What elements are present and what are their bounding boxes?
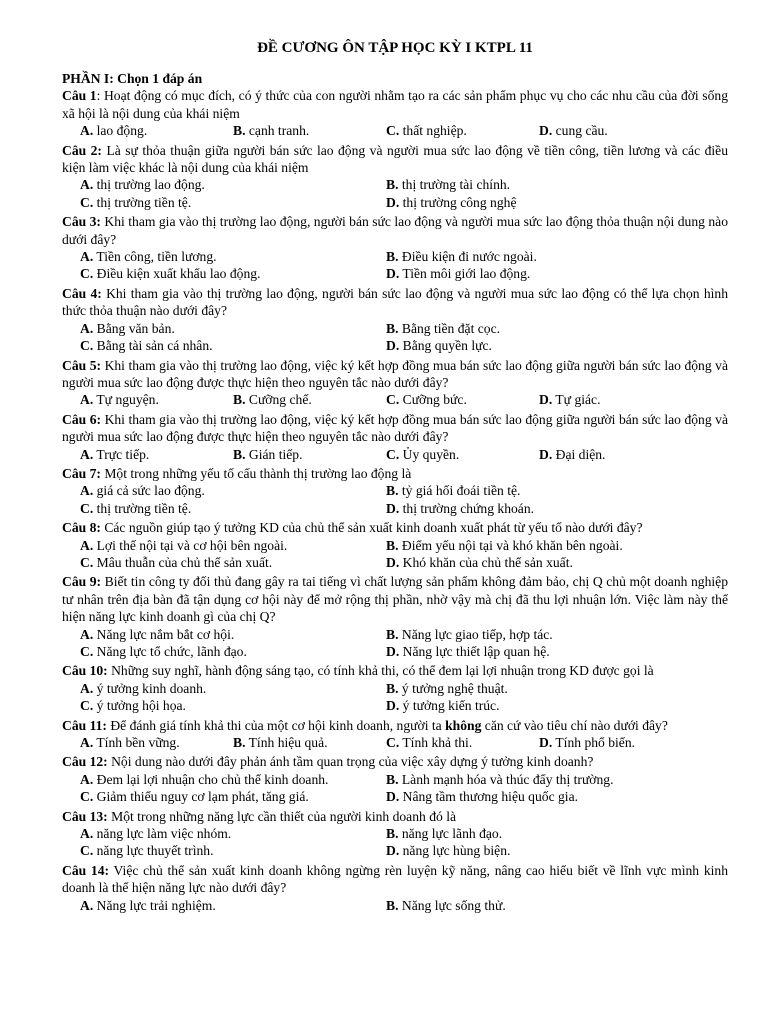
option-letter: B. — [386, 249, 399, 265]
question-number: Câu 1 — [62, 88, 97, 104]
option-text: Tự giác. — [555, 392, 601, 408]
option-letter: D. — [386, 500, 400, 516]
question-number: Câu 7: — [62, 465, 101, 481]
option-text: ý tưởng hội họa. — [96, 698, 186, 714]
answer-option — [386, 734, 539, 751]
option-text: năng lực lãnh đạo. — [401, 826, 503, 842]
answer-option — [386, 788, 692, 805]
question-text: Khi tham gia vào thị trường lao động, việc ký kết hợp đồng mua bán sức lao động giữa người bán sức lao động và người mua sức lao động được thực hiện theo nguyên tắc nào dưới đây? — [62, 357, 729, 390]
option-letter: A. — [80, 735, 94, 751]
option-text: Đem lại lợi nhuận cho chủ thể kinh doanh. — [96, 771, 329, 787]
option-letter: A. — [80, 483, 94, 499]
question-block — [62, 519, 728, 571]
question-block — [62, 465, 728, 517]
option-text: Tính bền vững. — [96, 735, 180, 751]
answer-options — [62, 176, 728, 211]
option-letter: B. — [386, 483, 399, 499]
option-text: thị trường lao động. — [96, 177, 205, 193]
option-text: Bằng quyền lực. — [402, 338, 492, 354]
answer-options — [62, 482, 728, 517]
option-text: Năng lực thiết lập quan hệ. — [402, 644, 550, 659]
question-stem — [62, 573, 728, 625]
option-letter: D. — [539, 392, 553, 408]
question-block — [62, 285, 728, 355]
option-letter: A. — [80, 626, 94, 642]
answer-option — [80, 626, 386, 643]
answer-options — [62, 825, 728, 860]
option-text: năng lực thuyết trình. — [96, 843, 214, 859]
question-block — [62, 862, 728, 914]
answer-option — [80, 842, 386, 859]
answer-options — [62, 626, 728, 661]
answer-option — [386, 446, 539, 463]
answer-option — [233, 734, 386, 751]
question-text: Một trong những năng lực cần thiết của người kinh doanh đó là — [111, 808, 457, 824]
answer-option — [386, 248, 692, 265]
option-text: thất nghiệp. — [402, 123, 467, 139]
option-text: năng lực làm việc nhóm. — [96, 826, 232, 842]
question-number: Câu 4: — [62, 285, 102, 301]
answer-option — [386, 265, 692, 282]
option-letter: C. — [80, 644, 94, 659]
option-letter: B. — [386, 320, 399, 336]
option-letter: D. — [539, 735, 553, 751]
option-letter: D. — [386, 789, 400, 805]
question-number: Câu 12: — [62, 754, 108, 770]
answer-options — [62, 771, 728, 806]
answer-option — [233, 391, 386, 408]
question-stem — [62, 285, 728, 320]
question-block — [62, 753, 728, 805]
answer-option — [539, 446, 692, 463]
answer-options — [62, 248, 728, 283]
question-block — [62, 142, 728, 212]
answer-option — [80, 680, 386, 697]
question-text: Các nguồn giúp tạo ý tưởng KD của chủ thể sản xuất kinh doanh xuất phát từ yếu tố nào dưới đây? — [104, 520, 643, 536]
question-text: Những suy nghĩ, hành động sáng tạo, có tính khả thi, có thể đem lại lợi nhuận trong KD được gọi là — [111, 663, 654, 679]
answer-options — [62, 320, 728, 355]
option-letter: A. — [80, 680, 94, 696]
option-letter: A. — [80, 826, 94, 842]
option-text: Điểm yếu nội tại và khó khăn bên ngoài. — [401, 537, 623, 553]
answer-option — [233, 446, 386, 463]
answer-option — [80, 391, 233, 408]
option-letter: A. — [80, 249, 94, 265]
option-text: thị trường chứng khoán. — [402, 500, 535, 516]
answer-option — [386, 825, 692, 842]
question-stem — [62, 465, 728, 482]
option-text: ý tưởng nghệ thuật. — [401, 680, 508, 696]
question-stem — [62, 717, 728, 734]
option-text: thị trường công nghệ — [402, 194, 517, 210]
answer-option — [386, 643, 692, 660]
question-text: Nội dung nào dưới đây phản ánh tầm quan trọng của việc xây dựng ý tưởng kinh doanh? — [111, 754, 594, 770]
option-text: Tính khả thi. — [402, 735, 473, 751]
answer-option — [80, 446, 233, 463]
answer-option — [80, 337, 386, 354]
question-text: Hoạt động có mục đích, có ý thức của con người nhằm tạo ra các sản phẩm phục vụ cho các nhu cầu của đời sống xã hội là nội dung của khái niệm — [62, 88, 728, 121]
option-text: Tính hiệu quả. — [248, 735, 328, 751]
answer-option — [80, 825, 386, 842]
option-letter: D. — [539, 446, 553, 462]
option-text: ý tưởng kiến trúc. — [402, 698, 500, 714]
option-letter: D. — [386, 843, 400, 859]
option-letter: C. — [80, 194, 94, 210]
question-number: Câu 10: — [62, 663, 108, 679]
option-letter: C. — [80, 698, 94, 714]
question-block — [62, 808, 728, 860]
answer-option — [386, 626, 692, 643]
answer-option — [386, 176, 692, 193]
option-letter: D. — [386, 266, 400, 282]
answer-option — [80, 897, 386, 914]
answer-option — [386, 697, 692, 714]
question-text: Là sự thỏa thuận giữa người bán sức lao động và người mua sức lao động về tiền công, tiền lương và các điều kiện làm việc khác là nội dung của khái niệm — [62, 142, 728, 176]
option-text: Đại diện. — [555, 446, 606, 462]
option-letter: A. — [80, 446, 94, 462]
answer-option — [80, 265, 386, 282]
option-letter: D. — [386, 338, 400, 354]
question-number: Câu 14: — [62, 862, 110, 878]
answer-option — [539, 734, 692, 751]
answer-option — [386, 122, 539, 139]
question-stem — [62, 808, 728, 825]
answer-option — [80, 500, 386, 517]
answer-option — [386, 680, 692, 697]
option-letter: A. — [80, 123, 94, 139]
option-letter: B. — [386, 537, 399, 553]
option-letter: C. — [386, 735, 400, 751]
answer-option — [386, 320, 692, 337]
answer-option — [386, 500, 692, 517]
answer-option — [80, 788, 386, 805]
option-letter: B. — [386, 626, 399, 642]
question-stem — [62, 213, 728, 248]
option-letter: B. — [233, 392, 246, 408]
question-number: Câu 13: — [62, 808, 108, 824]
option-letter: D. — [386, 698, 400, 714]
option-text: Bằng văn bản. — [96, 320, 175, 336]
document-title: ĐỀ CƯƠNG ÔN TẬP HỌC KỲ I KTPL 11 — [257, 40, 533, 56]
option-text: Bằng tiền đặt cọc. — [401, 320, 501, 336]
question-block — [62, 573, 728, 660]
option-letter: C. — [80, 554, 94, 570]
question-list — [62, 87, 728, 914]
answer-option — [80, 537, 386, 554]
option-text: Năng lực tổ chức, lãnh đạo. — [96, 644, 247, 659]
option-letter: A. — [80, 392, 94, 408]
answer-option — [539, 122, 692, 139]
option-text: Năng lực nắm bắt cơ hội. — [96, 626, 235, 642]
question-stem — [62, 662, 728, 679]
answer-option — [80, 176, 386, 193]
answer-options — [62, 897, 728, 914]
answer-option — [386, 771, 692, 788]
answer-option — [386, 194, 692, 211]
answer-option — [80, 122, 233, 139]
option-letter: B. — [233, 735, 246, 751]
answer-option — [539, 391, 692, 408]
answer-option — [80, 194, 386, 211]
question-stem — [62, 87, 728, 122]
answer-option — [386, 842, 692, 859]
option-text: Năng lực trải nghiệm. — [96, 897, 216, 913]
answer-option — [80, 643, 386, 660]
answer-option — [386, 391, 539, 408]
question-number: Câu 8: — [62, 520, 101, 536]
question-number: Câu 2: — [62, 142, 102, 158]
option-text: Năng lực sống thử. — [401, 897, 506, 913]
question-block — [62, 411, 728, 463]
question-text: Việc chủ thể sản xuất kinh doanh không ngừng rèn luyện kỹ năng, nâng cao hiểu biết về lĩnh vực mình kinh doanh là thể hiện năng lực nào dưới đây? — [62, 862, 728, 896]
section-heading: PHẦN I: Chọn 1 đáp án — [62, 71, 203, 86]
option-text: Cưỡng bức. — [402, 392, 467, 408]
question-text-continued: căn cứ vào tiêu chí nào dưới đây? — [484, 717, 668, 733]
option-text: Tiền môi giới lao động. — [402, 266, 531, 282]
option-letter: A. — [80, 177, 94, 193]
question-number: Câu 9: — [62, 574, 102, 590]
answer-options — [62, 734, 728, 751]
option-text: Mâu thuẫn của chủ thể sản xuất. — [96, 554, 273, 570]
option-text: Gián tiếp. — [248, 446, 303, 462]
option-text: Tiền công, tiền lương. — [96, 249, 217, 265]
option-text: Ủy quyền. — [402, 446, 460, 462]
option-text: thị trường tiền tệ. — [96, 194, 192, 210]
question-text: Biết tin công ty đối thủ đang gây ra tai tiếng vì chất lượng sản phẩm không đảm bảo, chị Q chủ một doanh nghiệp tư nhân trên địa bàn đã tận dụng cơ hội này để mở rộng thị phần, nhờ vậy mà chị đã thu lợi nhuận lớn. Việc làm này thể hiện năng lực kinh doanh gì của chị Q? — [62, 574, 728, 625]
option-text: cung cầu. — [555, 123, 608, 139]
option-letter: C. — [80, 789, 94, 805]
answer-option — [386, 537, 692, 554]
answer-option — [80, 248, 386, 265]
answer-option — [386, 482, 692, 499]
option-text: Tính phổ biến. — [555, 735, 636, 751]
option-text: lao động. — [96, 123, 148, 139]
question-text: Khi tham gia vào thị trường lao động, người bán sức lao động và người mua sức lao động có thể lựa chọn hình thức thỏa thuận nào dưới đây? — [62, 285, 728, 319]
option-letter: B. — [233, 446, 246, 462]
question-stem — [62, 862, 728, 897]
answer-options — [62, 446, 728, 463]
answer-options — [62, 680, 728, 715]
option-letter: C. — [80, 843, 94, 859]
option-text: cạnh tranh. — [248, 123, 310, 139]
question-block — [62, 662, 728, 714]
option-letter: D. — [386, 554, 400, 570]
option-letter: B. — [386, 177, 399, 193]
option-text: thị trường tài chính. — [401, 177, 511, 193]
answer-option — [80, 482, 386, 499]
option-text: Lành mạnh hóa và thúc đẩy thị trường. — [401, 771, 614, 787]
question-number: Câu 6: — [62, 411, 102, 427]
answer-option — [386, 337, 692, 354]
question-block — [62, 357, 728, 409]
question-emphasis: không — [445, 717, 482, 733]
option-text: thị trường tiền tệ. — [96, 500, 192, 516]
option-letter: C. — [386, 123, 400, 139]
option-letter: B. — [386, 897, 399, 913]
option-letter: A. — [80, 771, 94, 787]
question-stem — [62, 411, 728, 446]
question-stem — [62, 357, 728, 392]
answer-option — [386, 554, 692, 571]
option-text: Năng lực giao tiếp, hợp tác. — [401, 626, 553, 642]
option-letter: D. — [386, 194, 400, 210]
question-stem — [62, 753, 728, 770]
option-letter: A. — [80, 537, 94, 553]
option-letter: D. — [386, 644, 400, 659]
option-letter: B. — [386, 680, 399, 696]
answer-options — [62, 537, 728, 572]
answer-option — [80, 554, 386, 571]
option-letter: B. — [386, 826, 399, 842]
question-stem — [62, 142, 728, 177]
question-text: Khi tham gia vào thị trường lao động, việc ký kết hợp đồng mua bán sức lao động giữa người bán sức lao động và người mua sức lao động được thực hiện theo nguyên tắc nào dưới đây? — [62, 411, 729, 445]
answer-option — [80, 320, 386, 337]
option-text: Cưỡng chế. — [248, 392, 312, 408]
question-stem — [62, 519, 728, 536]
option-text: ý tưởng kinh doanh. — [96, 680, 207, 696]
option-text: Điều kiện đi nước ngoài. — [401, 249, 537, 265]
option-text: Khó khăn của chủ thể sản xuất. — [402, 554, 573, 570]
question-block — [62, 717, 728, 752]
question-block — [62, 213, 728, 283]
option-text: Trực tiếp. — [96, 446, 150, 462]
option-text: tỷ giá hối đoái tiền tệ. — [401, 483, 521, 499]
question-block — [62, 87, 728, 139]
option-letter: C. — [80, 266, 94, 282]
option-letter: A. — [80, 897, 94, 913]
answer-option — [80, 734, 233, 751]
question-text: Khi tham gia vào thị trường lao động, người bán sức lao động và người mua sức lao động thỏa thuận nội dung nào dưới đây? — [62, 214, 728, 247]
option-text: Nâng tầm thương hiệu quốc gia. — [402, 789, 579, 805]
question-separator: : — [96, 88, 104, 104]
answer-option — [386, 897, 692, 914]
option-letter: C. — [80, 500, 94, 516]
option-letter: C. — [386, 392, 400, 408]
option-letter: B. — [386, 771, 399, 787]
option-text: Tự nguyện. — [96, 392, 159, 408]
question-number: Câu 3: — [62, 214, 101, 230]
option-letter: C. — [386, 446, 400, 462]
answer-option — [80, 697, 386, 714]
option-letter: D. — [539, 123, 553, 139]
option-text: Lợi thế nội tại và cơ hội bên ngoài. — [96, 537, 288, 553]
answer-option — [80, 771, 386, 788]
question-text: Một trong những yếu tố cấu thành thị trường lao động là — [104, 465, 412, 481]
option-letter: A. — [80, 320, 94, 336]
answer-option — [233, 122, 386, 139]
option-text: Giảm thiểu nguy cơ lạm phát, tăng giá. — [96, 789, 309, 805]
option-letter: C. — [80, 338, 94, 354]
option-text: Bằng tài sản cá nhân. — [96, 338, 213, 354]
question-number: Câu 11: — [62, 717, 107, 733]
answer-options — [62, 391, 728, 408]
answer-options — [62, 122, 728, 139]
option-text: năng lực hùng biện. — [402, 843, 511, 859]
question-number: Câu 5: — [62, 357, 102, 373]
question-text: Để đánh giá tính khả thi của một cơ hội kinh doanh, người ta — [110, 717, 442, 733]
option-text: Điều kiện xuất khẩu lao động. — [96, 266, 261, 282]
option-text: giá cả sức lao động. — [96, 483, 205, 499]
option-letter: B. — [233, 123, 246, 139]
